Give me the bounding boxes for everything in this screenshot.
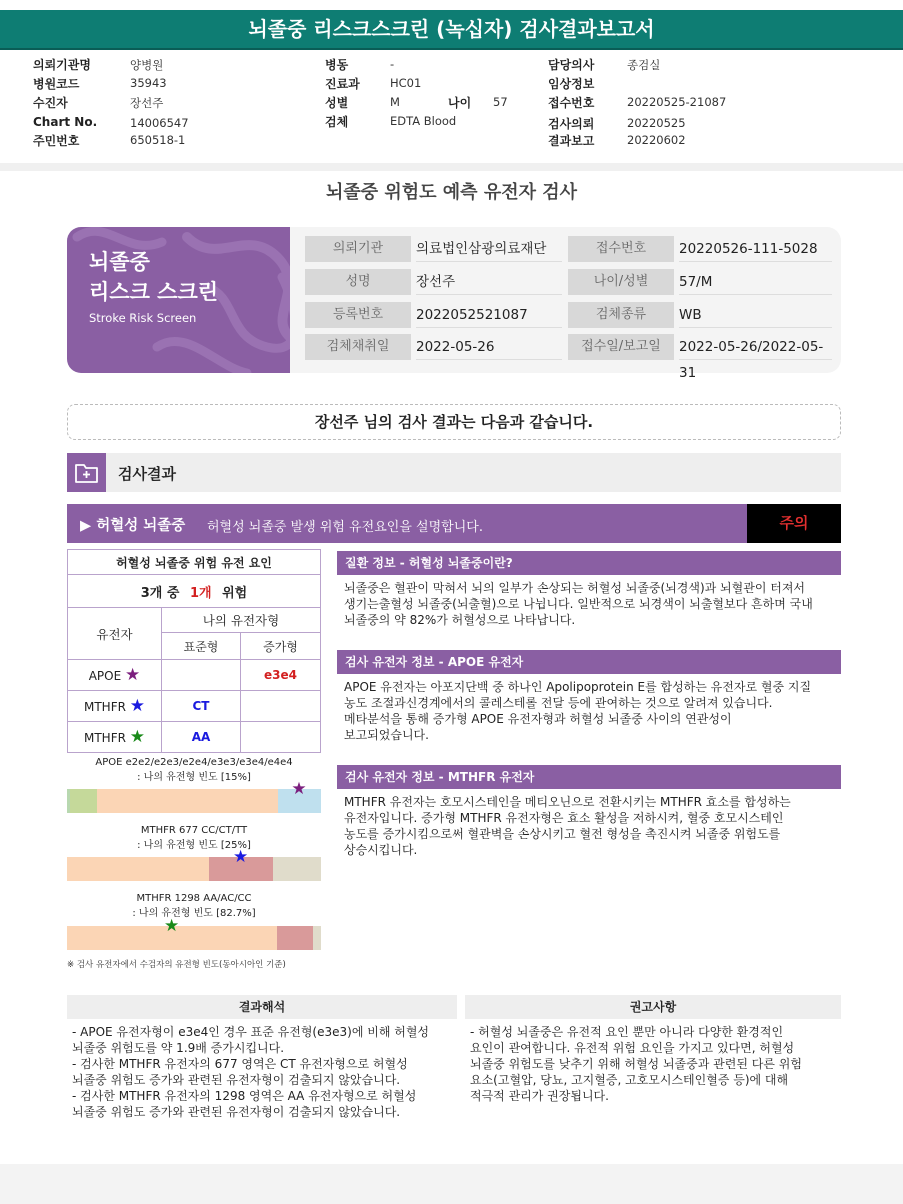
freq-label-line2: : 나의 유전형 빈도 [25%] — [137, 840, 251, 851]
gene-cell — [68, 660, 162, 691]
meta-value: 57 — [493, 95, 508, 109]
freq-note: ※ 검사 유전자에서 수검자의 유전형 빈도(동아시아인 기준) — [67, 960, 286, 970]
text-line: 요소(고혈압, 당뇨, 고지혈증, 고호모시스테인혈증 등)에 대해 — [470, 1073, 789, 1087]
freq-bar-apoe — [67, 779, 321, 813]
page-title: 뇌졸중 위험도 예측 유전자 검사 — [325, 182, 578, 203]
card-label: 등록번호 — [305, 302, 411, 328]
meta-value: HC01 — [390, 76, 422, 90]
category-desc: 허혈성 뇌졸중 발생 위험 유전요인을 설명합니다. — [207, 520, 483, 535]
text-line: 적극적 관리가 권장됩니다. — [470, 1089, 609, 1103]
text-line: 뇌졸중 위험도 증가와 관련된 유전자형이 검출되지 않았습니다. — [72, 1073, 401, 1087]
risk-table — [67, 549, 321, 753]
text-line: - 검사한 MTHFR 유전자의 677 영역은 CT 유전자형으로 허혈성 — [72, 1057, 408, 1071]
meta-value: 종검실 — [627, 58, 661, 72]
text-line: 농도를 증가시킴으로써 혈관벽을 손상시키고 혈전 형성을 촉진시켜 뇌졸중 위험도를 — [344, 827, 781, 841]
card-value: 2022052521087 — [416, 302, 562, 328]
table-row — [68, 722, 321, 753]
card-label: 성명 — [305, 269, 411, 295]
freq-segment — [67, 857, 209, 881]
meta-label: 나이 — [448, 96, 472, 110]
section-header — [67, 453, 841, 492]
inc-cell — [241, 691, 321, 722]
inc-cell — [241, 722, 321, 753]
recommendation-text — [470, 1024, 841, 1104]
text-line: 보고되었습니다. — [344, 728, 429, 742]
risk-count-suffix: 위험 — [222, 585, 248, 601]
col-my-genotype: 나의 유전자형 — [162, 608, 321, 633]
product-title — [89, 247, 218, 307]
card-value: 의료법인삼광의료재단 — [416, 236, 562, 262]
star-icon: ★ — [164, 916, 180, 936]
card-label: 나이/성별 — [568, 269, 674, 295]
col-gene: 유전자 — [68, 608, 162, 660]
risk-table-header: 허혈성 뇌졸중 위험 유전 요인 — [68, 550, 321, 575]
text-line: - 허혈성 뇌졸중은 유전적 요인 뿐만 아니라 다양한 환경적인 — [470, 1025, 784, 1039]
text-line: 뇌졸중 위험도 증가와 관련된 유전자형이 검출되지 않았습니다. — [72, 1105, 401, 1119]
card-value: 2022-05-26/2022-05-31 — [679, 334, 832, 360]
text-line: 뇌졸중 위험도를 약 1.9배 증가시킵니다. — [72, 1041, 285, 1055]
info-text-mthfr — [344, 794, 844, 858]
std-cell — [162, 660, 241, 691]
risk-count-prefix: 3개 중 — [140, 585, 180, 601]
meta-label: 결과보고 — [548, 134, 595, 148]
card-label: 접수번호 — [568, 236, 674, 262]
freq-label-line1: MTHFR 677 CC/CT/TT — [140, 825, 248, 836]
std-cell: CT — [162, 691, 241, 722]
meta-label: 주민번호 — [33, 134, 80, 148]
meta-value: M — [390, 95, 400, 109]
meta-label: 담당의사 — [548, 58, 595, 72]
meta-label: Chart No. — [33, 115, 98, 129]
star-icon: ★ — [129, 696, 146, 716]
freq-label — [67, 893, 321, 919]
page-divider — [0, 163, 903, 171]
text-line: - APOE 유전자형이 e3e4인 경우 표준 유전형(e3e3)에 비해 허혈성 — [72, 1025, 430, 1039]
section-title: 검사결과 — [118, 465, 176, 483]
text-line: 뇌졸중의 약 82%가 허혈성으로 나타납니다. — [344, 613, 576, 627]
freq-bar-mthfr677 — [67, 847, 321, 881]
card-value: 장선주 — [416, 269, 562, 295]
meta-label: 진료과 — [325, 77, 360, 91]
card-value: 2022-05-26 — [416, 334, 562, 360]
meta-value: 20220525-21087 — [627, 95, 727, 109]
freq-segment — [277, 926, 313, 950]
meta-label: 의뢰기관명 — [33, 58, 91, 72]
text-line: 생기는출혈성 뇌졸중(뇌출혈)으로 나뉩니다. 일반적으로 뇌경색이 뇌출혈보다 흔하며 국내 — [344, 597, 813, 611]
meta-value: 35943 — [130, 76, 167, 90]
freq-segment — [70, 789, 98, 813]
product-title-line1: 뇌졸중 — [89, 250, 150, 274]
text-line: 상승시킵니다. — [344, 843, 418, 857]
gene-name: MTHFR — [83, 731, 126, 745]
category-title: ▶ 허혈성 뇌졸중 — [80, 518, 186, 534]
std-cell: AA — [162, 722, 241, 753]
info-head-mthfr: 검사 유전자 정보 - MTHFR 유전자 — [337, 765, 841, 789]
text-line: 요인이 관여합니다. 유전적 위험 요인을 가지고 있다면, 허혈성 — [470, 1041, 795, 1055]
star-icon: ★ — [129, 727, 146, 747]
star-icon: ★ — [291, 779, 307, 799]
info-head-disease: 질환 정보 - 허혈성 뇌졸중이란? — [337, 551, 841, 575]
gene-name: APOE — [88, 669, 122, 683]
freq-label-line2: : 나의 유전형 빈도 [82.7%] — [132, 908, 256, 919]
card-value: 57/M — [679, 269, 832, 295]
meta-value: 20220525 — [627, 116, 686, 130]
meta-label: 임상정보 — [548, 77, 595, 91]
folder-icon — [67, 453, 106, 492]
meta-value: 양병원 — [130, 58, 164, 72]
meta-label: 병동 — [325, 58, 349, 72]
card-value: WB — [679, 302, 832, 328]
text-line: MTHFR 유전자는 호모시스테인을 메티오닌으로 전환시키는 MTHFR 효소를 합성하는 — [344, 795, 791, 809]
card-label: 의뢰기관 — [305, 236, 411, 262]
card-label: 접수일/보고일 — [568, 334, 674, 360]
card-label: 검체종류 — [568, 302, 674, 328]
text-line: - 검사한 MTHFR 유전자의 1298 영역은 AA 유전자형으로 허혈성 — [72, 1089, 417, 1103]
report-title: 뇌졸중 리스크스크린 (녹십자) 검사결과보고서 — [0, 10, 903, 48]
meta-value: 20220602 — [627, 133, 686, 147]
gene-cell — [68, 722, 162, 753]
page-footer-band — [0, 1164, 903, 1204]
freq-segment — [273, 857, 321, 881]
freq-label-line1: MTHFR 1298 AA/AC/CC — [136, 893, 252, 904]
card-value: 20220526-111-5028 — [679, 236, 832, 262]
product-badge — [67, 227, 290, 373]
product-title-line2: 리스크 스크린 — [89, 280, 219, 304]
text-line: 농도 조절과신경계에서의 콜레스테롤 전달 등에 관여하는 것으로 알려져 있습니다. — [344, 696, 773, 710]
inc-cell: e3e4 — [241, 660, 321, 691]
title-underline — [0, 48, 903, 50]
interpretation-text — [72, 1024, 457, 1120]
table-row — [68, 691, 321, 722]
star-icon: ★ — [232, 847, 249, 867]
gene-cell — [68, 691, 162, 722]
text-line: APOE 유전자는 아포지단백 중 하나인 Apolipoprotein E를 합성하는 유전자로 혈중 지질 — [344, 680, 812, 694]
table-row — [68, 660, 321, 691]
freq-bar-mthfr1298 — [67, 916, 321, 950]
meta-value: 14006547 — [130, 116, 189, 130]
freq-label — [67, 825, 321, 851]
meta-label: 검체 — [325, 115, 349, 129]
meta-value: - — [390, 57, 395, 71]
risk-count-value: 1개 — [189, 585, 212, 601]
freq-segment — [97, 789, 277, 813]
interpretation-head: 결과해석 — [67, 995, 457, 1019]
meta-label: 수진자 — [33, 96, 68, 110]
col-standard: 표준형 — [162, 633, 241, 660]
freq-label-line2: : 나의 유전형 빈도 [15%] — [137, 772, 251, 783]
text-line: 메타분석을 통해 증가형 APOE 유전자형과 허혈성 뇌졸중 사이의 연관성이 — [344, 712, 732, 726]
text-line: 뇌졸중 위험도를 낮추기 위해 허혈성 뇌졸중과 관련된 다른 위험 — [470, 1057, 802, 1071]
text-line: 유전자입니다. 증가형 MTHFR 유전자형은 효소 활성을 저하시켜, 혈중 호모시스테인 — [344, 811, 784, 825]
freq-label — [67, 757, 321, 783]
risk-count — [68, 575, 321, 608]
freq-segment — [313, 926, 321, 950]
meta-value: EDTA Blood — [390, 114, 457, 128]
meta-label: 성별 — [325, 96, 349, 110]
info-head-apoe: 검사 유전자 정보 - APOE 유전자 — [337, 650, 841, 674]
meta-value: 장선주 — [130, 96, 164, 110]
info-text-disease — [344, 580, 844, 628]
product-subtitle: Stroke Risk Screen — [89, 311, 197, 325]
meta-label: 병원코드 — [33, 77, 80, 91]
recommendation-head: 권고사항 — [465, 995, 841, 1019]
category-bar — [67, 504, 747, 543]
meta-value: 650518-1 — [130, 133, 186, 147]
meta-label: 접수번호 — [548, 96, 595, 110]
result-notice: 장선주 님의 검사 결과는 다음과 같습니다. — [67, 404, 841, 440]
card-label: 검체채취일 — [305, 334, 411, 360]
col-increased: 증가형 — [241, 633, 321, 660]
gene-name: MTHFR — [83, 700, 126, 714]
info-text-apoe — [344, 679, 844, 743]
text-line: 뇌졸중은 혈관이 막혀서 뇌의 일부가 손상되는 허혈성 뇌졸중(뇌경색)과 뇌혈관이 터져서 — [344, 581, 806, 595]
freq-label-line1: APOE e2e2/e2e3/e2e4/e3e3/e3e4/e4e4 — [95, 757, 293, 768]
status-badge: 주의 — [747, 504, 841, 543]
meta-label: 검사의뢰 — [548, 117, 595, 131]
star-icon: ★ — [125, 665, 141, 685]
